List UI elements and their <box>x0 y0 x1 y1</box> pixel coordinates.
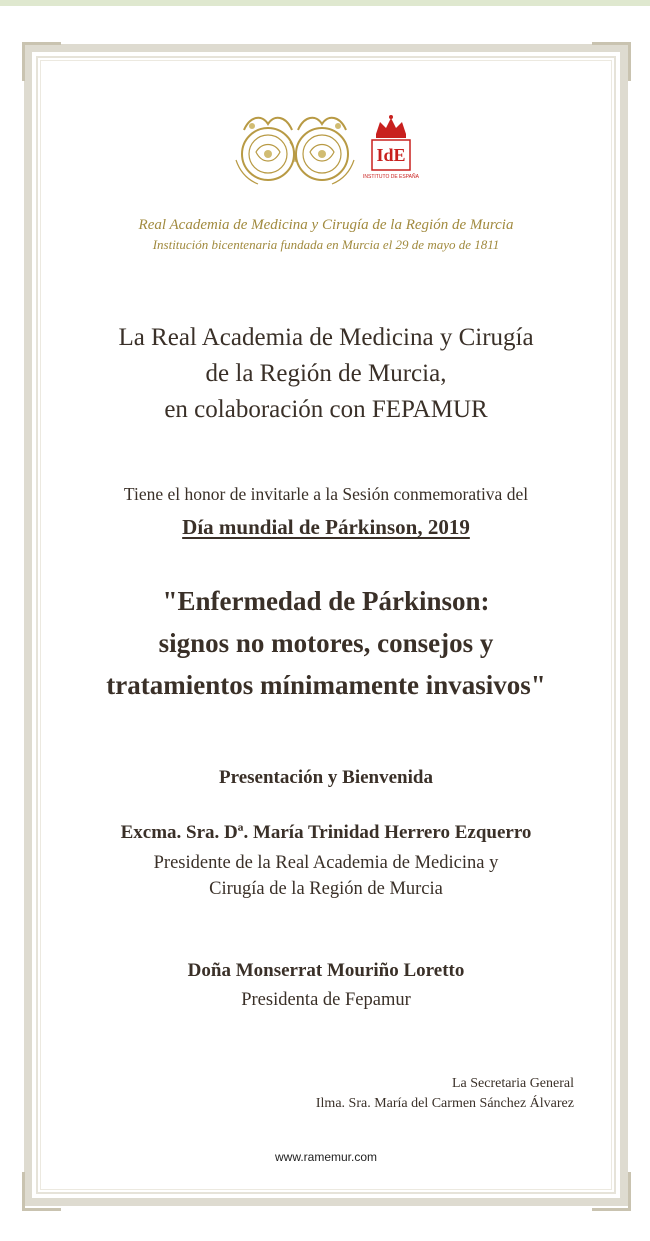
speaker-1-name: Excma. Sra. Dª. María Trinidad Herrero Ezquerro <box>120 822 532 843</box>
talk-title-line-2: signos no motores, consejos y <box>158 628 494 658</box>
event-title-text: Día mundial de Párkinson, 2019 <box>182 515 470 539</box>
talk-title-line-3: tratamientos mínimamente invasivos" <box>106 670 546 700</box>
top-color-strip <box>0 0 650 6</box>
ide-logo-initials: IdE <box>376 145 406 165</box>
talk-title-line-1: "Enfermedad de Párkinson: <box>162 586 490 616</box>
secretary-name: Ilma. Sra. María del Carmen Sánchez Álvarez <box>315 1096 574 1111</box>
ide-logo-caption: INSTITUTO DE ESPAÑA <box>363 174 419 180</box>
speaker-1-role-line-1: Presidente de la Real Academia de Medicina y <box>153 853 499 873</box>
academy-seal-logo <box>232 112 360 190</box>
secretary-title: La Secretaria General <box>451 1076 574 1091</box>
institution-tagline: Institución bicentenaria fundada en Murcia el 29 de mayo de 1811 <box>152 237 500 252</box>
speaker-1-role-line-2: Cirugía de la Región de Murcia <box>209 879 443 899</box>
institution-name: Real Academia de Medicina y Cirugía de la Región de Murcia <box>138 217 514 233</box>
frame-corner-bottom-left <box>22 1172 61 1211</box>
frame-corner-bottom-right <box>592 1172 631 1211</box>
organizers-line-1: La Real Academia de Medicina y Cirugía <box>118 324 534 351</box>
organizers-line-2: de la Región de Murcia, <box>205 360 447 387</box>
frame-corner-top-right <box>592 42 631 81</box>
program-section-title: Presentación y Bienvenida <box>219 767 433 788</box>
event-title <box>40 515 612 540</box>
speaker-2-name: Doña Monserrat Mouriño Loretto <box>187 960 465 981</box>
organizers-line-3: en colaboración con FEPAMUR <box>164 396 488 423</box>
speaker-1-role <box>40 850 612 902</box>
speaker-2-role: Presidenta de Fepamur <box>241 990 411 1010</box>
organizers-block <box>40 320 612 428</box>
website-link[interactable]: www.ramemur.com <box>274 1150 378 1164</box>
invitation-intro: Tiene el honor de invitarle a la Sesión conmemorativa del <box>123 484 529 504</box>
frame-corner-top-left <box>22 42 61 81</box>
talk-title <box>40 580 612 706</box>
